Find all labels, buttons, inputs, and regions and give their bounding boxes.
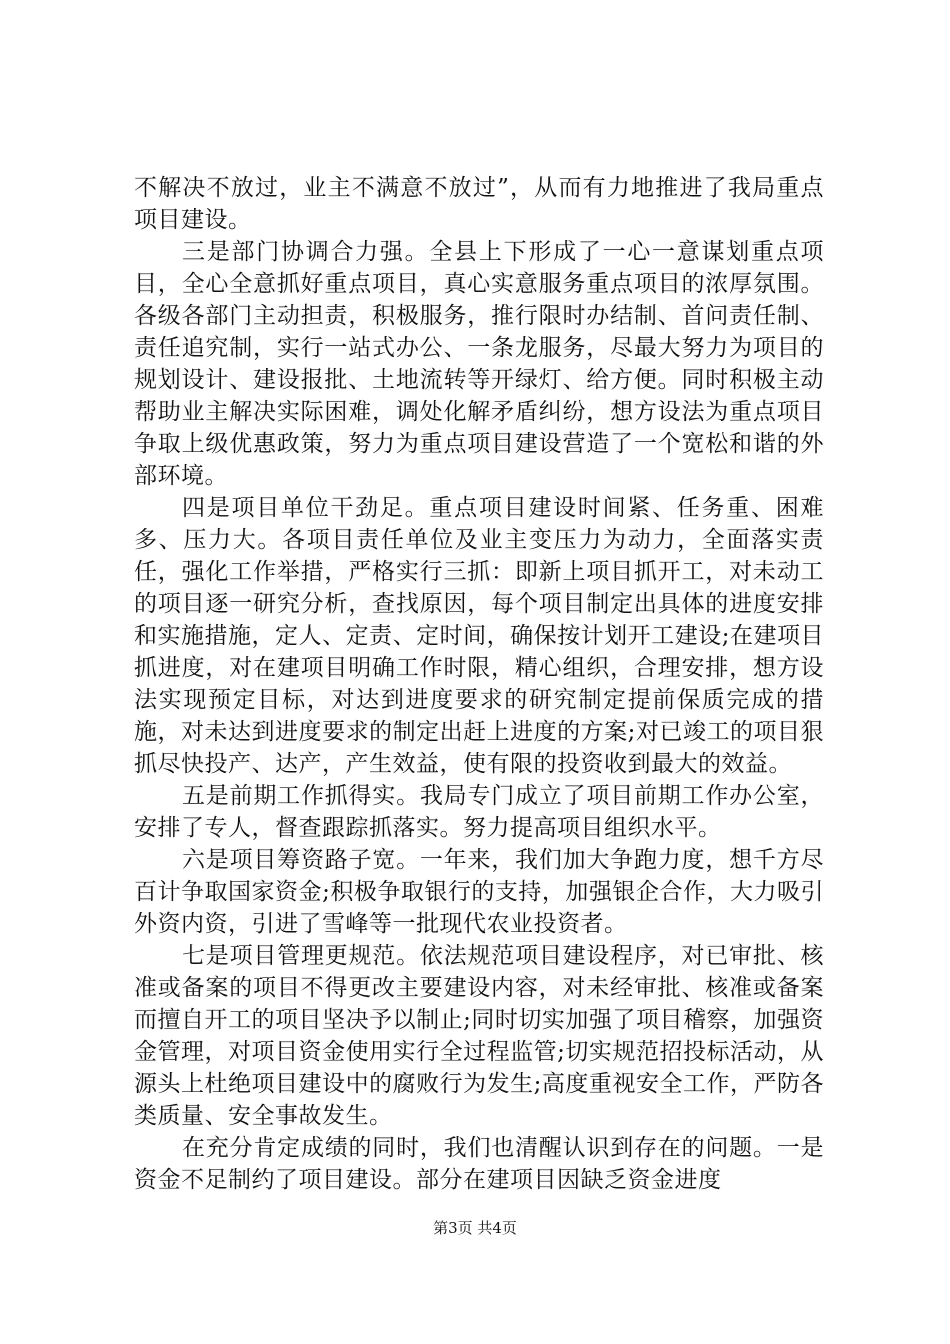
paragraph-fundraising: 六是项目筹资路子宽。一年来，我们加大争跑力度，想千方尽百计争取国家资金;积极争取银行的支持，加强银企合作，大力吸引外资内资，引进了雪峰等一批现代农业投资者。 — [134, 847, 824, 937]
paragraph-project-units: 四是项目单位干劲足。重点项目建设时间紧、任务重、困难多、压力大。各项目责任单位及业主变压力为动力，全面落实责任，强化工作举措，严格实行三抓：即新上项目抓开工，对未动工的项目逐一研究分析，查找原因，每个项目制定出具体的进度安排和实施措施，定人、定责、定时间，确保按计划开工建设;在建项目抓进度，对在建项目明确工作时限，精心组织，合理安排，想方设法实现预定目标，对达到进度要求的研究制定提前保质完成的措施，对未达到进度要求的制定出赶上进度的方案;对已竣工的项目狠抓尽快投产、达产，产生效益，使有限的投资收到最大的效益。 — [134, 495, 824, 777]
paragraph-problems: 在充分肯定成绩的同时，我们也清醒认识到存在的问题。一是资金不足制约了项目建设。部分在建项目因缺乏资金进度 — [134, 1135, 824, 1193]
paragraph-continuation: 不解决不放过，业主不满意不放过”，从而有力地推进了我局重点项目建设。 — [134, 175, 824, 233]
page-number-footer: 第3页 共4页 — [433, 1219, 517, 1237]
paragraph-management: 七是项目管理更规范。依法规范项目建设程序，对已审批、核准或备案的项目不得更改主要建设内容，对未经审批、核准或备案而擅自开工的项目坚决予以制止;同时切实加强了项目稽察，加强资金管理，对项目资金使用实行全过程监管;切实规范招投标活动，从源头上杜绝项目建设中的腐败行为发生;高度重视安全工作，严防各类质量、安全事故发生。 — [134, 943, 824, 1129]
document-body — [134, 172, 824, 1196]
paragraph-dept-coordination: 三是部门协调合力强。全县上下形成了一心一意谋划重点项目，全心全意抓好重点项目，真心实意服务重点项目的浓厚氛围。各级各部门主动担责，积极服务，推行限时办结制、首问责任制、责任追究制，实行一站式办公、一条龙服务，尽最大努力为项目的规划设计、建设报批、土地流转等开绿灯、给方便。同时积极主动帮助业主解决实际困难，调处化解矛盾纠纷，想方设法为重点项目争取上级优惠政策，努力为重点项目建设营造了一个宽松和谐的外部环境。 — [134, 239, 824, 489]
paragraph-preliminary-work: 五是前期工作抓得实。我局专门成立了项目前期工作办公室，安排了专人，督查跟踪抓落实。努力提高项目组织水平。 — [134, 783, 824, 841]
